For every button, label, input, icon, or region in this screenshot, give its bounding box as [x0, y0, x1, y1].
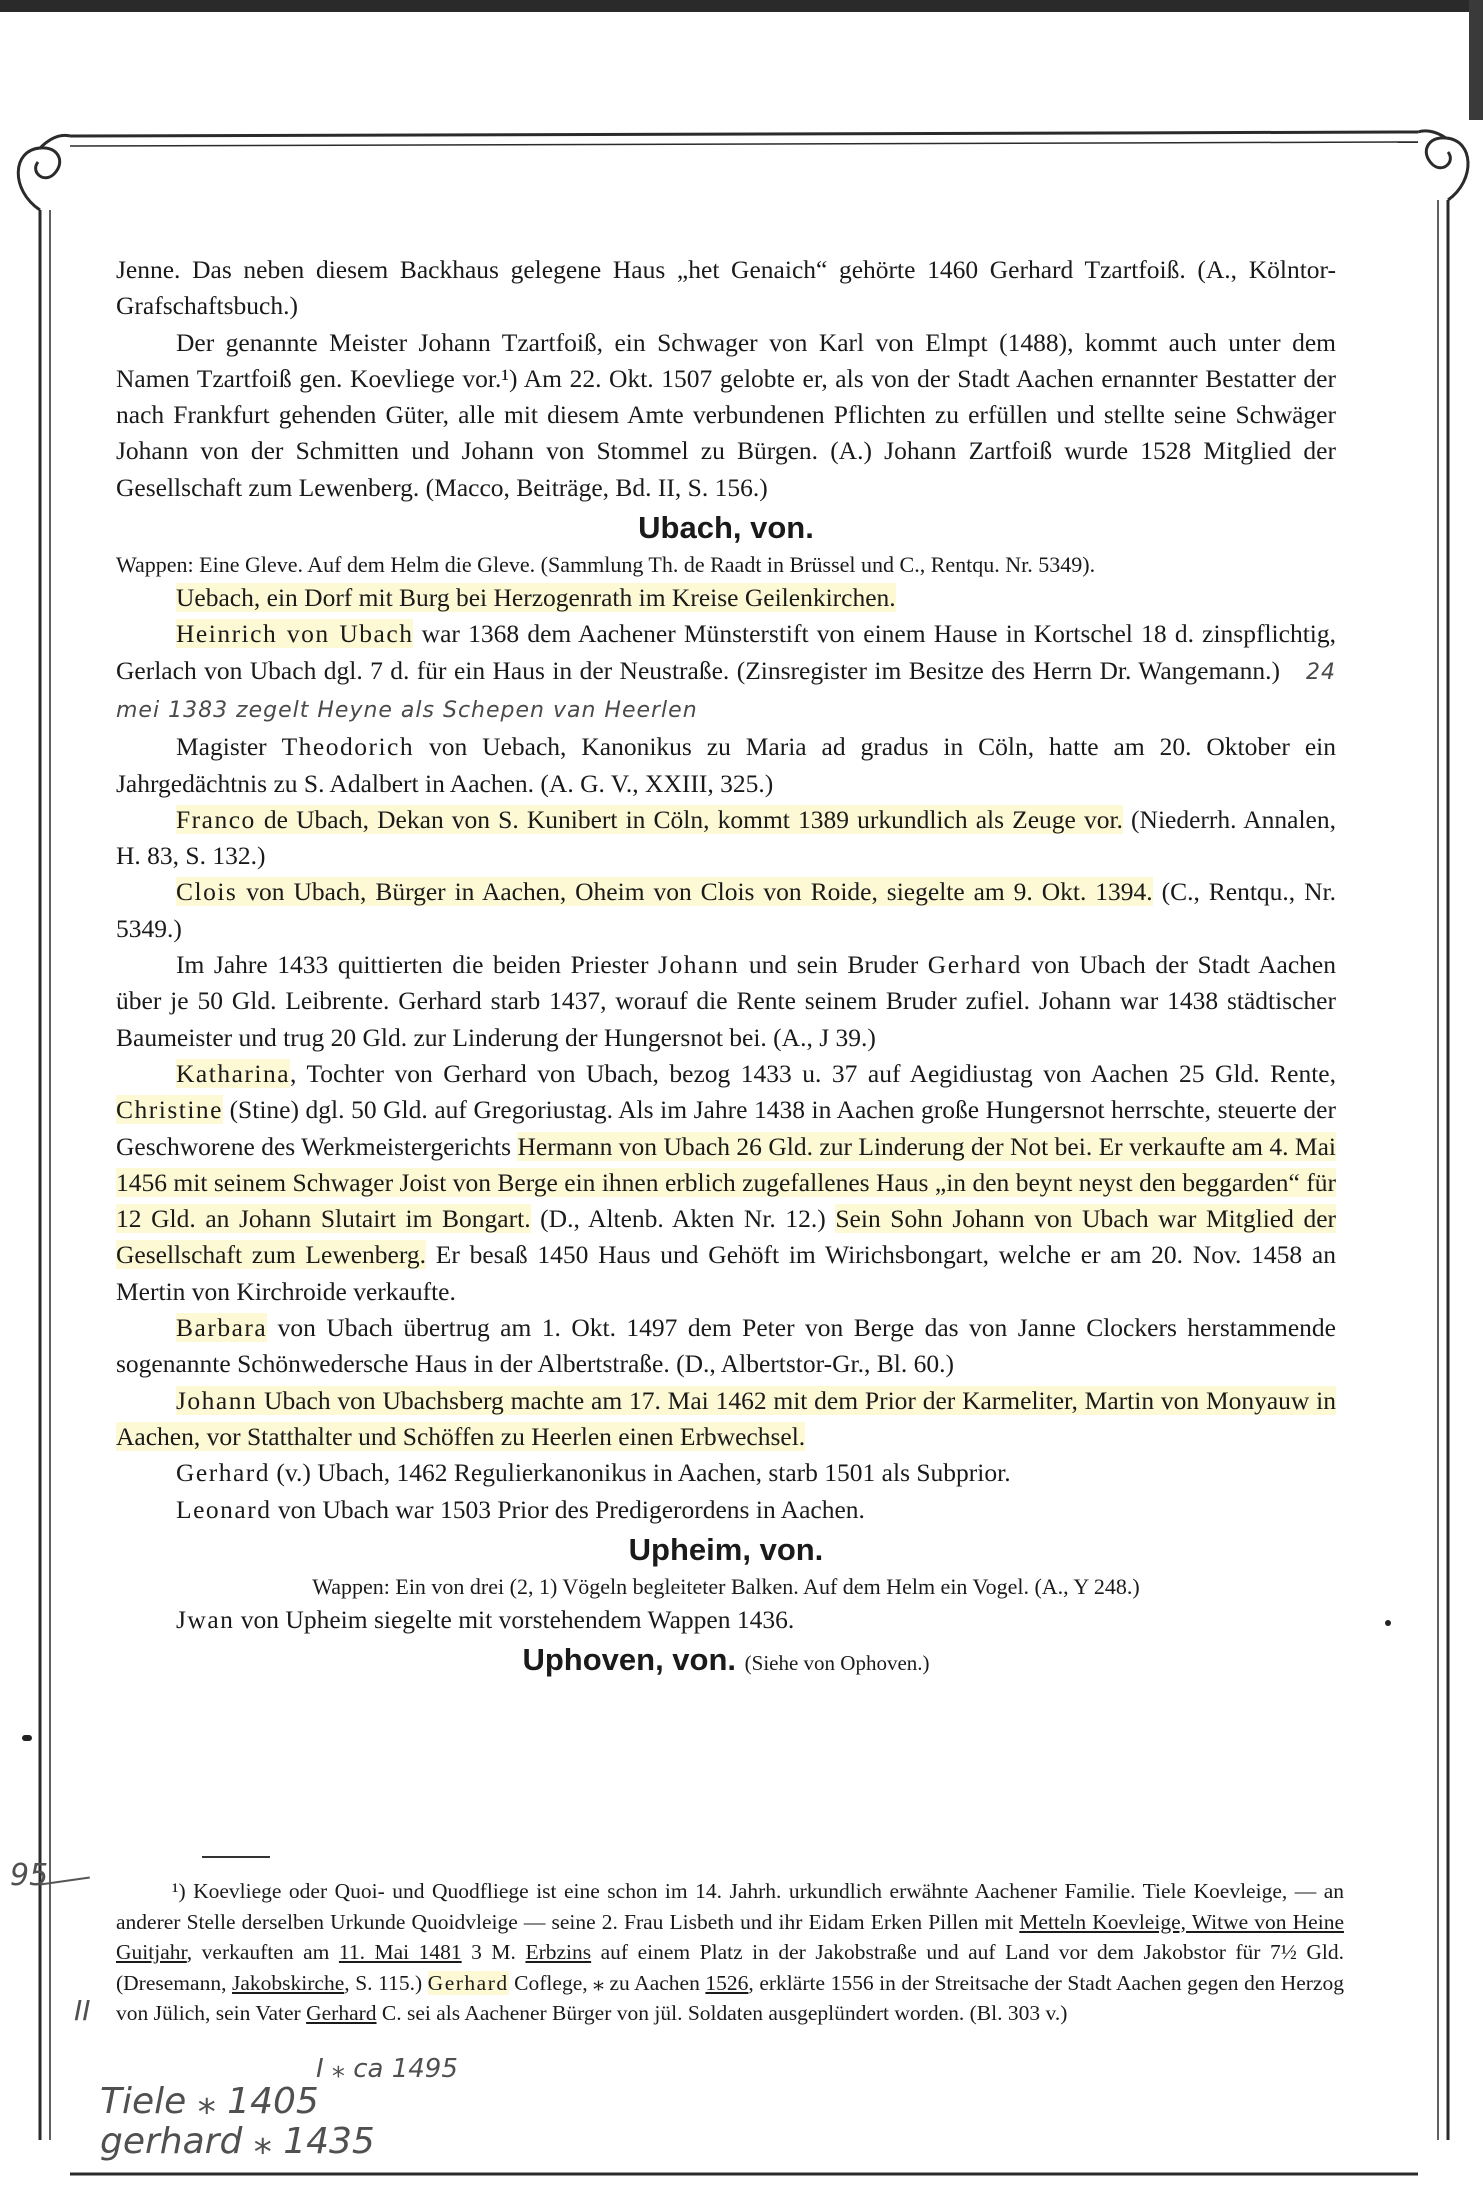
entry-johann-ubachsberg: Johann Ubach von Ubachsberg machte am 17. Mai 1462 mit dem Prior der Karmeliter, Martin von Monyauw in Aachen, vor Statthalter und Schöffen zu Heerlen einen Erbwechsel.: [116, 1385, 1336, 1451]
name-jwan: Jwan: [176, 1604, 235, 1634]
heading-upheim: Upheim, von.: [628, 1531, 824, 1567]
name-clois: Clois: [176, 877, 238, 907]
name-theodorich: Theodorich: [281, 732, 415, 762]
footnote: [116, 1876, 1344, 2029]
highlight-sohn-johann: Sein Sohn Johann von Ubach war Mitglied der Gesellschaft zum Lewenberg.: [116, 1204, 1337, 1270]
entry-katharina: Katharina, Tochter von Gerhard von Ubach, bezog 1433 u. 37 auf Aegidiustag von Aachen 25 Gld. Rente, Christine (Stine) dgl. 50 Gld. auf Gregoriustag. Als im Jahre 1438 in Aachen große Hungersnot herrschte, steuerte der Geschworene des Werkmeistergerichts Hermann von Ubach 26 Gld. zur Linderung der Not bei. Er verkaufte am 4. Mai 1456 mit seinem Schwager Joist von Berge ein ihnen erblich zugefallenes Haus „in den beynt neyst den beggarden“ für 12 Gld. an Johann Slutairt im Bongart. (D., Altenb. Akten Nr. 12.) Sein Sohn Johann von Ubach war Mitglied der Gesellschaft zum Lewenberg. Er besaß 1450 Haus und Gehöft im Wirichsbongart, welche er am 20. Nov. 1458 an Mertin von Kirchroide verkaufte.: [116, 1058, 1337, 1306]
entry-franco: Franco de Ubach, Dekan von S. Kunibert in Cöln, kommt 1389 urkundlich als Zeuge vor. (Niederrh. Annalen, H. 83, S. 132.): [116, 804, 1336, 871]
name-leonard: Leonard: [176, 1494, 272, 1524]
handwritten-gerhard-1435: gerhard ⁎ 1435: [100, 2121, 375, 2162]
handwritten-margin-95: 95: [10, 1858, 49, 1893]
ink-speck: [1385, 1620, 1391, 1626]
highlight-hermann: Hermann von Ubach 26 Gld. zur Linderung der Not bei. Er verkaufte am 4. Mai 1456 mit seinem Schwager Joist von Berge ein ihnen erblich zugefallenes Haus „in den beynt neyst den beggarden“ für 12 Gld. an Johann Slutairt im Bongart.: [116, 1131, 1336, 1234]
name-heinrich: Heinrich von Ubach: [176, 619, 414, 649]
handwritten-tiele-gerhard: [100, 2082, 375, 2162]
name-gerhard-coflege: Gerhard: [427, 1970, 509, 1995]
name-katharina: Katharina: [176, 1058, 291, 1088]
heading-ubach: Ubach, von.: [638, 510, 814, 546]
handwritten-note-1383: 24 mei 1383 zegelt Heyne als Schepen van Heerlen: [116, 659, 1336, 723]
handwritten-ca-1495: I ⁎ ca 1495: [316, 2054, 458, 2084]
name-johann: Johann: [176, 1385, 258, 1415]
paragraph-tzartfoiss: Der genannte Meister Johann Tzartfoiß, ein Schwager von Karl von Elmpt (1488), kommt auch unter dem Namen Tzartfoiß gen. Koevliege vor.¹) Am 22. Okt. 1507 gelobte er, als von der Stadt Aachen ernannter Bestatter der nach Frankfurt gehenden Güter, alle mit diesem Amte verbundenen Pflichten zu erfüllen und stellte seine Schwäger Johann von der Schmitten und Johann von Stommel zu Bürgen. (A.) Johann Zartfoiß wurde 1528 Mitglied der Gesellschaft zum Lewenberg. (Macco, Beiträge, Bd. II, S. 156.): [116, 327, 1336, 502]
highlight-ubach-village: Uebach, ein Dorf mit Burg bei Herzogenrath im Kreise Geilenkirchen.: [176, 583, 896, 613]
entry-leonard: Leonard von Ubach war 1503 Prior des Predigerordens in Aachen.: [176, 1494, 865, 1524]
upheim-coat-of-arms: Wappen: Ein von drei (2, 1) Vögeln begleiteter Balken. Auf dem Helm ein Vogel. (A., Y 248.): [312, 1573, 1140, 1599]
handwritten-tiele-1405: Tiele ⁎ 1405: [100, 2081, 319, 2122]
name-christine: Christine: [116, 1095, 223, 1125]
name-barbara: Barbara: [176, 1313, 268, 1343]
uphoven-crossref: (Siehe von Ophoven.): [744, 1651, 930, 1676]
ink-speck: [22, 1735, 32, 1741]
entry-1433-priests: Im Jahre 1433 quittierten die beiden Priester Johann und sein Bruder Gerhard von Ubach der Stadt Aachen über je 50 Gld. Leibrente. Gerhard starb 1437, worauf die Rente seinem Bruder zufiel. Johann war 1438 städtischer Baumeister und trug 20 Gld. zur Linderung der Hungersnot bei. (A., J 39.): [116, 950, 1336, 1052]
ubach-coat-of-arms: Wappen: Eine Gleve. Auf dem Helm die Gleve. (Sammlung Th. de Raadt in Brüssel und C., Rentqu. Nr. 5349).: [116, 552, 1096, 578]
entry-heinrich: Heinrich von Ubach war 1368 dem Aachener Münsterstift von einem Hause in Kortschel 18 d. zinspflichtig, Gerlach von Ubach dgl. 7 d. für ein Haus in der Neustraße. (Zinsregister im Besitze des Herrn Dr. Wangemann.) 24 mei 1383 zegelt Heyne als Schepen van Heerlen: [116, 619, 1337, 723]
entry-clois: Clois von Ubach, Bürger in Aachen, Oheim von Clois von Roide, siegelte am 9. Okt. 1394. (C., Rentqu., Nr. 5349.): [116, 877, 1336, 943]
footnote-rule: [202, 1856, 270, 1858]
entry-barbara: Barbara von Ubach übertrug am 1. Okt. 1497 dem Peter von Berge das von Janne Clockers herstammende sogenannte Schönwedersche Haus in der Albertstraße. (D., Albertstor-Gr., Bl. 60.): [116, 1313, 1336, 1379]
book-page-text: [116, 252, 1336, 1685]
heading-uphoven: Uphoven, von. (Siehe von Ophoven.): [522, 1642, 930, 1678]
entry-gerhard-subprior: Gerhard (v.) Ubach, 1462 Regulierkanonikus in Aachen, starb 1501 als Subprior.: [176, 1458, 1011, 1488]
entry-theodorich: Magister Theodorich von Uebach, Kanonikus zu Maria ad gradus in Cöln, hatte am 20. Oktober ein Jahrgedächtnis zu S. Adalbert in Aachen. (A. G. V., XXIII, 325.): [116, 732, 1336, 798]
handwritten-margin-II: II: [74, 1994, 91, 2027]
name-franco: Franco: [176, 804, 256, 834]
footnote-text: ¹) Koevliege oder Quoi- und Quodfliege ist eine schon im 14. Jahrh. urkundlich erwähnte Aachener Familie. Tiele Koevleige, — an anderer Stelle derselben Urkunde Quoidvleige — seine 2. Frau Lisbeth und ihr Eidam Erken Pillen mit Metteln Koevleige, Witwe von Heine Guitjahr, verkauften am 11. Mai 1481 3 M. Erbzins auf einem Platz in der Jakobstraße und auf Land vor dem Jakobstor für 7½ Gld. (Dresemann, Jakobskirche, S. 115.) Gerhard Coflege, ⁎ zu Aachen 1526, erklärte 1556 in der Streitsache der Stadt Aachen gegen den Herzog von Jülich, sein Vater Gerhard C. sei als Aachener Bürger von jül. Soldaten ausgeplündert worden. (Bl. 303 v.): [116, 1879, 1344, 2025]
entry-jwan: Jwan von Upheim siegelte mit vorstehendem Wappen 1436.: [176, 1604, 795, 1634]
paragraph-jenne: Jenne. Das neben diesem Backhaus gelegene Haus „het Genaich“ gehörte 1460 Gerhard Tzartfoiß. (A., Kölntor-Grafschaftsbuch.): [116, 255, 1336, 321]
name-gerhard: Gerhard: [176, 1458, 271, 1488]
ubach-village: [116, 580, 1336, 616]
